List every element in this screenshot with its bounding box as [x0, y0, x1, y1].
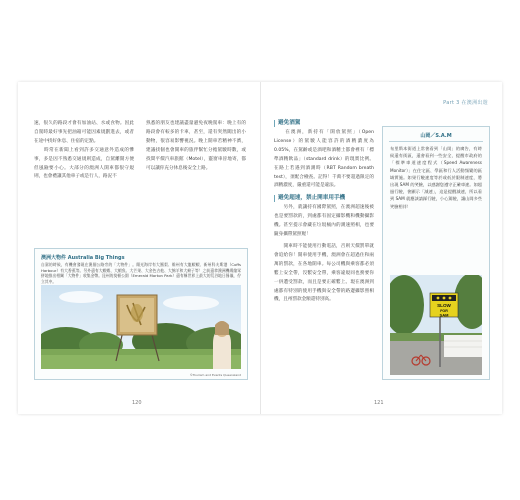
- left-column-2: [146, 120, 246, 173]
- big-things-title: 澳洲大物件 Australia Big Things: [41, 255, 125, 261]
- sam-sidebar-box: [382, 126, 490, 380]
- heading-speeding: 避免超速，禁止開車用手機: [274, 195, 374, 202]
- sign-text-slow: SLOW: [437, 303, 451, 308]
- page-number-right: 121: [374, 400, 384, 406]
- body-text-drink-driving: 在澳洲，新持有「開放駕照」（Open License）的駕駛人能容許的酒精濃度為 0.05%，在駕齡或是酒吧和酒精土都會裡有「標準酒精飲品」（standard drink）的現實比例。在路上若遇到酒測時（RBT Random breath test），須配合檢查。記得！千萬不要超過限定的酒精濃度，嚴重還可能是違法。: [274, 130, 374, 189]
- sign-text-for: FOR: [440, 309, 448, 313]
- book-spread: [18, 82, 502, 414]
- big-banana-illustration: [41, 285, 241, 369]
- left-column-1: [34, 120, 134, 182]
- page-number-left: 120: [132, 400, 142, 406]
- slow-for-sam-illustration: [390, 275, 482, 375]
- big-things-text: 自駕的時候，有機會發現在澳個公路旁的「大物件」。陽光海岸有大鳳梨、維州有大龍蝦蝦、新州科夫斯港（Coffs Harbour）有大香蕉等。另外還有大蝦蝦、大蝦魚、大芒果、大金色吉他、大綿羊和大螃子等！之前還拿澳洲機場縮眾拼地推出相關「大物件」收集金幣。昆州的莫頓公園（Emerald Morton Park）還有稱世界上最大的荒谷地日晷儀，佇立其中。: [41, 262, 241, 284]
- big-things-box: [34, 248, 248, 380]
- body-text-left-2: 熟悉的朋友也建議盡量避免夜晚駕車：晚上有的路段會有較多的卡車，甚至，還有突然闖出的小動物，很容易影響視況。晚上開車若精神不濟，建議找個也會開車的旅伴幫忙分擔駕駛時數，或找間平價汽車旅館（Motel），靈窗車晉地寄，都可以讓你充分休息後安全上路。: [146, 121, 246, 171]
- body-text-speeding-1: 另外，就讓持有國際駕照，在澳洲超速後被也是要罰款的，到處都有固定攝影機和機動攝影機。甚至提示會藏在垃圾桶內的測速照相，也要隨身攜帶駕照喔！: [274, 205, 374, 238]
- sidebar-divider: [389, 141, 483, 142]
- sam-sidebar-text: 布里斯本街道上常會看到「山岡」的廣告，有時候還有街區，還會看到一些安全，提醒市政府的「標準車道速度程式（Speed Awareness Monitor）」在住宅區、學區和行人活動頻繁的區域實施。如果行駛速度等於或低於限制速度，將出現 SAM 的笑臉，以感謝您遵守正確車速。如超過行駛，會顯示「減速」，這是提醒減速，所以看到 SAM 就應該請踩行駛，小心駕駛，讓山岡多些笑臉相伴！: [390, 146, 482, 209]
- body-text-left-1: 速，很久的路段才會有加油站、水或食物。因此自駕時最好事先把油箱可能因素規劃進去，或者在途中找好休息、住宿的定點。 時常在新聞上看到許多交通意外造成的慘事，多是因不熟悉交通規則造成，自駕離開方便但風險要小心。大部分的澳洲人開車都很守規則，也會禮讓其他車子或是行人，路況不: [34, 121, 134, 180]
- running-head: Part 3 在澳洲出遊: [443, 100, 488, 106]
- sam-sidebar-title: 山岡／S.A.M: [420, 133, 452, 139]
- heading-drink-driving: 避免酒駕: [274, 120, 374, 127]
- slow-for-sam-photo: [390, 275, 482, 375]
- body-text-speeding-2: 開車時不能使用行動電話，否則天價罰單就會追給你！開車使用手機，澳洲會在超過住和兩萬的罰款，在各地開車。每公司機與乘客都必須繫上安全帶，沒繫安全帶，乘客違規同也務要你一併遭受罰款，而且是要正確繫上。現在澳洲到處都有特別的使用手機與安全帶的路邊攝影照相機，且州罰款金額還特別高。: [274, 243, 374, 303]
- right-column: [274, 120, 374, 305]
- sign-text-sam: SAM: [439, 312, 449, 318]
- big-banana-photo: [41, 285, 241, 369]
- photo-credit: ©Tourism and Events Queensland: [189, 373, 241, 377]
- page-gutter: [260, 82, 261, 414]
